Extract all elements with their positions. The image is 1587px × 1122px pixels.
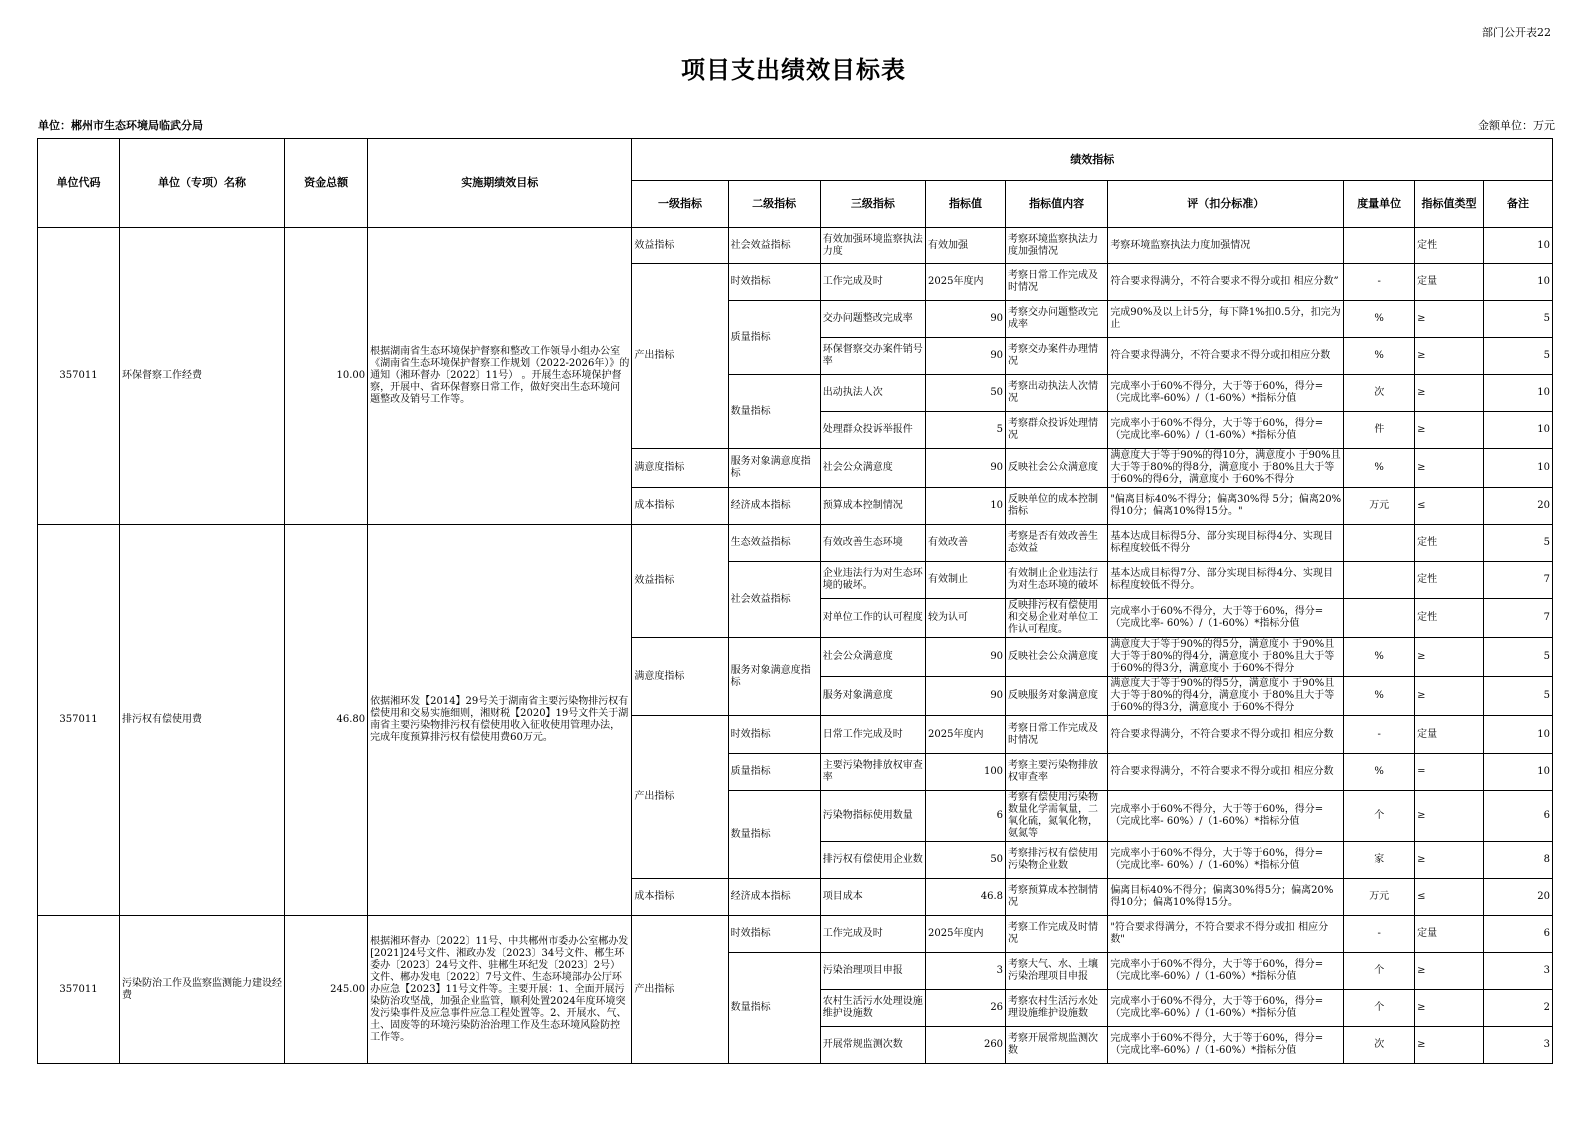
type-cell: 定量 xyxy=(1415,716,1484,754)
std-cell: 符合要求得满分，不符合要求不得分或扣 相应分数” xyxy=(1108,264,1344,301)
money-unit-label: 金额单位：万元 xyxy=(1478,119,1555,132)
table-row xyxy=(38,916,1553,953)
content-cell: 考察开展常规监测次数 xyxy=(1006,1027,1108,1064)
project-goal: 根据湘环督办〔2022〕11号、中共郴州市委办公室郴办发[2021]24号文件、湘政办发〔2023〕34号文件、郴生环委办〔2023〕24号文件、驻郴生环纪发〔2023〕2号）文件、郴办发电〔2022〕7号文件、生态环境部办公厅环办应急【2023】11号文件等。主要开展：1、全面开展污染防治攻坚战，加强企业监管，顺利处置2024年度环境突发污染事件及应急事件应急工程处置等。2、开展水、气、土、固废等的环境污染防治治理工作及生态环境风险防控工作等。 xyxy=(368,916,632,1064)
val-cell: 较为认可 xyxy=(926,599,1006,638)
l3-cell: 项目成本 xyxy=(820,879,925,916)
l2-cell: 社会效益指标 xyxy=(728,562,820,638)
l2-cell: 服务对象满意度指标 xyxy=(728,638,820,716)
measure-cell: 家 xyxy=(1344,842,1415,879)
std-cell: 完成率小于60%不得分，大于等于60%，得分=（完成比率-60%）/（1-60%）*指标分值 xyxy=(1108,412,1344,449)
header-name: 单位（专项）名称 xyxy=(120,139,285,228)
project-amount: 46.80 xyxy=(285,525,368,916)
val-cell: 3 xyxy=(926,953,1006,990)
note-cell: 10 xyxy=(1483,754,1552,791)
note-cell: 20 xyxy=(1483,879,1552,916)
content-cell: 考察出动执法人次情况 xyxy=(1006,375,1108,412)
note-cell: 3 xyxy=(1483,1027,1552,1064)
measure-cell: 个 xyxy=(1344,990,1415,1027)
project-code: 357011 xyxy=(38,916,120,1064)
l3-cell: 污染治理项目申报 xyxy=(820,953,925,990)
std-cell: 完成率小于60%不得分，大于等于60%，得分=（完成比率- 60%）/（1-60%）*指标分值 xyxy=(1108,842,1344,879)
std-cell: 完成率小于60%不得分，大于等于60%，得分=（完成比率- 60%）/（1-60%）*指标分值 xyxy=(1108,599,1344,638)
l3-cell: 对单位工作的认可程度 xyxy=(820,599,925,638)
val-cell: 50 xyxy=(926,375,1006,412)
table-row xyxy=(38,228,1553,264)
std-cell: 符合要求得满分，不符合要求不得分或扣相应分数 xyxy=(1108,338,1344,375)
l2-cell: 时效指标 xyxy=(728,264,820,301)
std-cell: "偏离目标40%不得分；偏离30%得 5分；偏离20%得10分；偏离10%得15分。" xyxy=(1108,488,1344,525)
measure-cell: % xyxy=(1344,754,1415,791)
content-cell: 考察工作完成及时情况 xyxy=(1006,916,1108,953)
l3-cell: 工作完成及时 xyxy=(820,264,925,301)
l3-cell: 农村生活污水处理设施维护设施数 xyxy=(820,990,925,1027)
l3-cell: 交办问题整改完成率 xyxy=(820,301,925,338)
content-cell: 反映排污权有偿使用和交易企业对单位工作认可程度。 xyxy=(1006,599,1108,638)
val-cell: 90 xyxy=(926,638,1006,677)
content-cell: 考察预算成本控制情况 xyxy=(1006,879,1108,916)
measure-cell: - xyxy=(1344,916,1415,953)
l2-cell: 时效指标 xyxy=(728,916,820,953)
note-cell: 10 xyxy=(1483,228,1552,264)
l1-cell: 效益指标 xyxy=(632,228,728,264)
type-cell: ≥ xyxy=(1415,990,1484,1027)
l1-cell: 成本指标 xyxy=(632,488,728,525)
measure-cell xyxy=(1344,525,1415,562)
measure-cell: % xyxy=(1344,449,1415,488)
std-cell: 完成率小于60%不得分，大于等于60%，得分=（完成比率-60%）/（1-60%）*指标分值 xyxy=(1108,953,1344,990)
measure-cell: 件 xyxy=(1344,412,1415,449)
project-code: 357011 xyxy=(38,525,120,916)
content-cell: 反映服务对象满意度 xyxy=(1006,677,1108,716)
measure-cell: - xyxy=(1344,264,1415,301)
std-cell: 完成90%及以上计5分，每下降1%扣0.5分，扣完为止 xyxy=(1108,301,1344,338)
std-cell: 完成率小于60%不得分，大于等于60%，得分=（完成比率- 60%）/（1-60%）*指标分值 xyxy=(1108,791,1344,842)
content-cell: 考察农村生活污水处理设施维护设施数 xyxy=(1006,990,1108,1027)
note-cell: 10 xyxy=(1483,375,1552,412)
val-cell: 有效加强 xyxy=(926,228,1006,264)
measure-cell xyxy=(1344,228,1415,264)
project-goal: 根据湖南省生态环境保护督察和整改工作领导小组办公室《湖南省生态环境保护督察工作规划（2022-2026年）》的通知（湘环督办〔2022〕11号） 。开展生态环境保护督察，开展中、省环保督察日常工作，做好突出生态环境问题整改及销号工作等。 xyxy=(368,228,632,525)
std-cell: 完成率小于60%不得分，大于等于60%，得分=（完成比率-60%）/（1-60%）*指标分值 xyxy=(1108,1027,1344,1064)
l3-cell: 服务对象满意度 xyxy=(820,677,925,716)
note-cell: 6 xyxy=(1483,791,1552,842)
l1-cell: 满意度指标 xyxy=(632,449,728,488)
measure-cell: - xyxy=(1344,716,1415,754)
val-cell: 5 xyxy=(926,412,1006,449)
content-cell: 考察是否有效改善生态效益 xyxy=(1006,525,1108,562)
val-cell: 100 xyxy=(926,754,1006,791)
type-cell: 定性 xyxy=(1415,562,1484,599)
content-cell: 考察大气、水、土壤污染治理项目申报 xyxy=(1006,953,1108,990)
note-cell: 5 xyxy=(1483,677,1552,716)
measure-cell: % xyxy=(1344,677,1415,716)
content-cell: 考察交办问题整改完成率 xyxy=(1006,301,1108,338)
l1-cell: 产出指标 xyxy=(632,264,728,449)
l2-cell: 时效指标 xyxy=(728,716,820,754)
note-cell: 10 xyxy=(1483,264,1552,301)
header-l3: 三级指标 xyxy=(820,181,925,228)
content-cell: 考察主要污染物排放权审查率 xyxy=(1006,754,1108,791)
measure-cell: 万元 xyxy=(1344,879,1415,916)
l1-cell: 产出指标 xyxy=(632,716,728,879)
type-cell: 定量 xyxy=(1415,916,1484,953)
content-cell: 考察环境监察执法力度加强情况 xyxy=(1006,228,1108,264)
content-cell: 考察排污权有偿使用污染物企业数 xyxy=(1006,842,1108,879)
val-cell: 2025年度内 xyxy=(926,716,1006,754)
measure-cell: 次 xyxy=(1344,375,1415,412)
val-cell: 有效改善 xyxy=(926,525,1006,562)
type-cell: ≥ xyxy=(1415,449,1484,488)
note-cell: 3 xyxy=(1483,953,1552,990)
std-cell: "符合要求得满分，不符合要求不得分或扣 相应分数" xyxy=(1108,916,1344,953)
note-cell: 20 xyxy=(1483,488,1552,525)
type-cell: = xyxy=(1415,754,1484,791)
project-code: 357011 xyxy=(38,228,120,525)
header-val: 指标值 xyxy=(926,181,1006,228)
header-content: 指标值内容 xyxy=(1006,181,1108,228)
std-cell: 满意度大于等于90%的得10分，满意度小 于90%且大于等于80%的得8分，满意度小 于80%且大于等于60%的得6分，满意度小 于60%不得分 xyxy=(1108,449,1344,488)
l3-cell: 预算成本控制情况 xyxy=(820,488,925,525)
val-cell: 90 xyxy=(926,301,1006,338)
val-cell: 50 xyxy=(926,842,1006,879)
content-cell: 反映社会公众满意度 xyxy=(1006,638,1108,677)
std-cell: 偏离目标40%不得分；偏离30%得5分；偏离20%得10分；偏离10%得15分。 xyxy=(1108,879,1344,916)
std-cell: 符合要求得满分，不符合要求不得分或扣 相应分数 xyxy=(1108,716,1344,754)
unit-label: 单位：郴州市生态环境局临武分局 xyxy=(38,119,203,132)
measure-cell xyxy=(1344,599,1415,638)
content-cell: 考察日常工作完成及时情况 xyxy=(1006,716,1108,754)
l3-cell: 有效加强环境监察执法力度 xyxy=(820,228,925,264)
l3-cell: 社会公众满意度 xyxy=(820,449,925,488)
project-name: 排污权有偿使用费 xyxy=(120,525,285,916)
note-cell: 5 xyxy=(1483,638,1552,677)
project-amount: 10.00 xyxy=(285,228,368,525)
measure-cell: 个 xyxy=(1344,791,1415,842)
type-cell: ≥ xyxy=(1415,953,1484,990)
performance-table xyxy=(37,138,1553,1064)
type-cell: ≥ xyxy=(1415,338,1484,375)
type-cell: ≥ xyxy=(1415,301,1484,338)
header-goal: 实施期绩效目标 xyxy=(368,139,632,228)
type-cell: ≤ xyxy=(1415,488,1484,525)
content-cell: 考察群众投诉处理情况 xyxy=(1006,412,1108,449)
val-cell: 46.8 xyxy=(926,879,1006,916)
l2-cell: 质量指标 xyxy=(728,754,820,791)
val-cell: 90 xyxy=(926,677,1006,716)
val-cell: 260 xyxy=(926,1027,1006,1064)
note-cell: 5 xyxy=(1483,338,1552,375)
measure-cell: % xyxy=(1344,301,1415,338)
val-cell: 有效制止 xyxy=(926,562,1006,599)
note-cell: 2 xyxy=(1483,990,1552,1027)
table-number: 部门公开表22 xyxy=(1482,26,1551,39)
l1-cell: 满意度指标 xyxy=(632,638,728,716)
content-cell: 考察交办案件办理情况 xyxy=(1006,338,1108,375)
note-cell: 7 xyxy=(1483,562,1552,599)
std-cell: 满意度大于等于90%的得5分，满意度小 于90%且大于等于80%的得4分，满意度小 于80%且大于等于60%的得3分，满意度小 于60%不得分 xyxy=(1108,677,1344,716)
l3-cell: 处理群众投诉举报件 xyxy=(820,412,925,449)
type-cell: 定量 xyxy=(1415,264,1484,301)
l2-cell: 质量指标 xyxy=(728,301,820,375)
l3-cell: 主要污染物排放权审查率 xyxy=(820,754,925,791)
std-cell: 完成率小于60%不得分，大于等于60%，得分=（完成比率-60%）/（1-60%）*指标分值 xyxy=(1108,375,1344,412)
std-cell: 满意度大于等于90%的得5分，满意度小 于90%且大于等于80%的得4分，满意度小 于80%且大于等于60%的得3分，满意度小 于60%不得分 xyxy=(1108,638,1344,677)
l3-cell: 日常工作完成及时 xyxy=(820,716,925,754)
l3-cell: 污染物指标使用数量 xyxy=(820,791,925,842)
project-name: 环保督察工作经费 xyxy=(120,228,285,525)
note-cell: 7 xyxy=(1483,599,1552,638)
std-cell: 考察环境监察执法力度加强情况 xyxy=(1108,228,1344,264)
header-code: 单位代码 xyxy=(38,139,120,228)
l2-cell: 经济成本指标 xyxy=(728,879,820,916)
type-cell: ≥ xyxy=(1415,842,1484,879)
note-cell: 6 xyxy=(1483,916,1552,953)
note-cell: 5 xyxy=(1483,301,1552,338)
note-cell: 5 xyxy=(1483,525,1552,562)
measure-cell: % xyxy=(1344,338,1415,375)
content-cell: 反映单位的成本控制指标 xyxy=(1006,488,1108,525)
val-cell: 6 xyxy=(926,791,1006,842)
header-std: 评（扣分标准） xyxy=(1108,181,1344,228)
measure-cell: % xyxy=(1344,638,1415,677)
header-note: 备注 xyxy=(1483,181,1552,228)
project-name: 污染防治工作及监察监测能力建设经费 xyxy=(120,916,285,1064)
measure-cell: 次 xyxy=(1344,1027,1415,1064)
l3-cell: 环保督察交办案件销号率 xyxy=(820,338,925,375)
l2-cell: 生态效益指标 xyxy=(728,525,820,562)
header-l1: 一级指标 xyxy=(632,181,728,228)
content-cell: 反映社会公众满意度 xyxy=(1006,449,1108,488)
l2-cell: 社会效益指标 xyxy=(728,228,820,264)
measure-cell: 万元 xyxy=(1344,488,1415,525)
note-cell: 10 xyxy=(1483,412,1552,449)
note-cell: 10 xyxy=(1483,449,1552,488)
type-cell: ≥ xyxy=(1415,638,1484,677)
val-cell: 26 xyxy=(926,990,1006,1027)
l2-cell: 数量指标 xyxy=(728,791,820,879)
type-cell: ≤ xyxy=(1415,879,1484,916)
project-amount: 245.00 xyxy=(285,916,368,1064)
l3-cell: 开展常规监测次数 xyxy=(820,1027,925,1064)
type-cell: ≥ xyxy=(1415,412,1484,449)
l1-cell: 成本指标 xyxy=(632,879,728,916)
l3-cell: 排污权有偿使用企业数 xyxy=(820,842,925,879)
val-cell: 90 xyxy=(926,338,1006,375)
header-amount: 资金总额 xyxy=(285,139,368,228)
content-cell: 有效制止企业违法行为对生态环境的破坏 xyxy=(1006,562,1108,599)
l1-cell: 效益指标 xyxy=(632,525,728,638)
project-goal: 依据湘环发【2014】29号关于湖南省主要污染物排污权有偿使用和交易实施细则，湘财税【2020】19号文件关于湖南省主要污染物排污权有偿使用收入征收使用管理办法，完成年度预算排污权有偿使用费60万元。 xyxy=(368,525,632,916)
l3-cell: 出动执法人次 xyxy=(820,375,925,412)
std-cell: 完成率小于60%不得分，大于等于60%，得分=（完成比率-60%）/（1-60%）*指标分值 xyxy=(1108,990,1344,1027)
std-cell: 符合要求得满分，不符合要求不得分或扣 相应分数 xyxy=(1108,754,1344,791)
measure-cell: 个 xyxy=(1344,953,1415,990)
type-cell: 定性 xyxy=(1415,525,1484,562)
type-cell: ≥ xyxy=(1415,1027,1484,1064)
table-row xyxy=(38,525,1553,562)
header-perf: 绩效指标 xyxy=(632,139,1553,181)
l2-cell: 经济成本指标 xyxy=(728,488,820,525)
l2-cell: 数量指标 xyxy=(728,953,820,1064)
type-cell: ≥ xyxy=(1415,677,1484,716)
type-cell: ≥ xyxy=(1415,791,1484,842)
note-cell: 10 xyxy=(1483,716,1552,754)
l2-cell: 服务对象满意度指标 xyxy=(728,449,820,488)
val-cell: 90 xyxy=(926,449,1006,488)
type-cell: 定性 xyxy=(1415,599,1484,638)
val-cell: 2025年度内 xyxy=(926,264,1006,301)
std-cell: 基本达成目标得7分、部分实现目标得4分、实现目标程度较低不得分。 xyxy=(1108,562,1344,599)
header-type: 指标值类型 xyxy=(1415,181,1484,228)
header-measure: 度量单位 xyxy=(1344,181,1415,228)
content-cell: 考察有偿使用污染物数量化学需氧量，二氧化硫，氮氧化物，氨氮等 xyxy=(1006,791,1108,842)
val-cell: 10 xyxy=(926,488,1006,525)
std-cell: 基本达成目标得5分、部分实现目标得4分、实现目标程度较低不得分 xyxy=(1108,525,1344,562)
type-cell: 定性 xyxy=(1415,228,1484,264)
l3-cell: 企业违法行为对生态环境的破坏。 xyxy=(820,562,925,599)
header-l2: 二级指标 xyxy=(728,181,820,228)
measure-cell xyxy=(1344,562,1415,599)
l3-cell: 有效改善生态环境 xyxy=(820,525,925,562)
l3-cell: 工作完成及时 xyxy=(820,916,925,953)
type-cell: ≥ xyxy=(1415,375,1484,412)
note-cell: 8 xyxy=(1483,842,1552,879)
l3-cell: 社会公众满意度 xyxy=(820,638,925,677)
val-cell: 2025年度内 xyxy=(926,916,1006,953)
content-cell: 考察日常工作完成及时情况 xyxy=(1006,264,1108,301)
l2-cell: 数量指标 xyxy=(728,375,820,449)
page-title: 项目支出绩效目标表 xyxy=(681,56,906,84)
l1-cell: 产出指标 xyxy=(632,916,728,1064)
